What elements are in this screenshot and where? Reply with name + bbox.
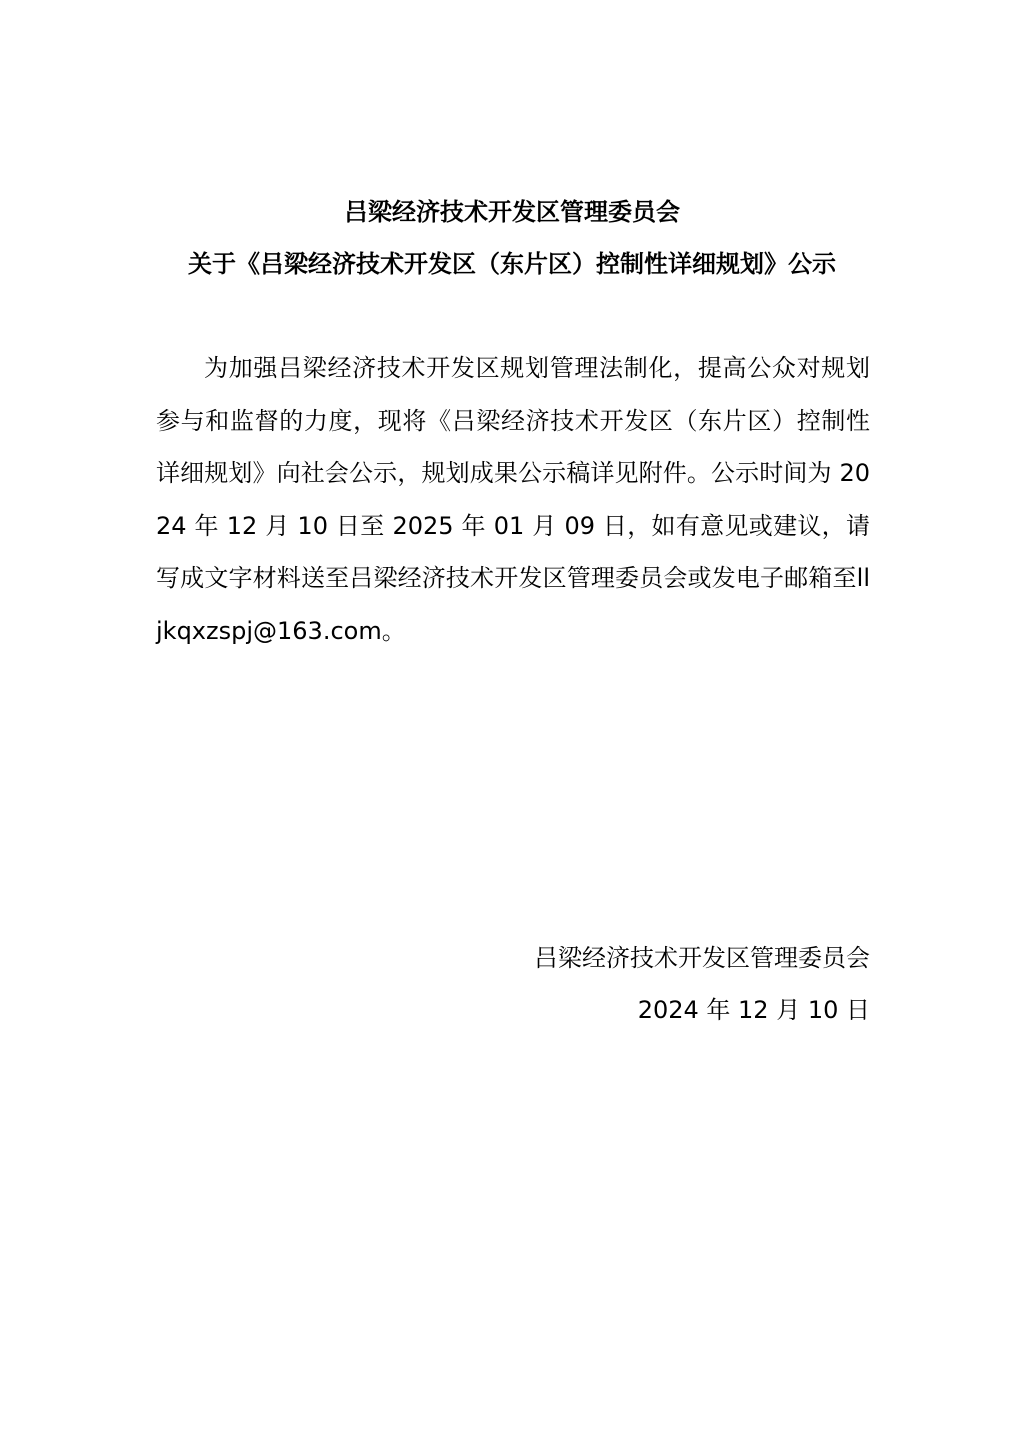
- signature-block: [534, 932, 870, 1036]
- signature-date: 2024 年 12 月 10 日: [637, 996, 870, 1024]
- body-paragraph: 为加强吕梁经济技术开发区规划管理法制化，提高公众对规划参与和监督的力度，现将《吕梁经济技术开发区（东片区）控制性详细规划》向社会公示，规划成果公示稿详见附件。公示时间为 2024 年 12 月 10 日至 2025 年 01 月 09 日，如有意见或建议，请写成文字材料送至吕梁经济技术开发区管理委员会或发电子邮箱至lljkqxzspj@163.com。: [156, 354, 870, 645]
- signature-organization: 吕梁经济技术开发区管理委员会: [534, 944, 870, 972]
- title-line-subject: 关于《吕梁经济技术开发区（东片区）控制性详细规划》公示: [188, 250, 836, 278]
- title-line-organization: 吕梁经济技术开发区管理委员会: [344, 198, 680, 226]
- document-title: [0, 186, 1024, 290]
